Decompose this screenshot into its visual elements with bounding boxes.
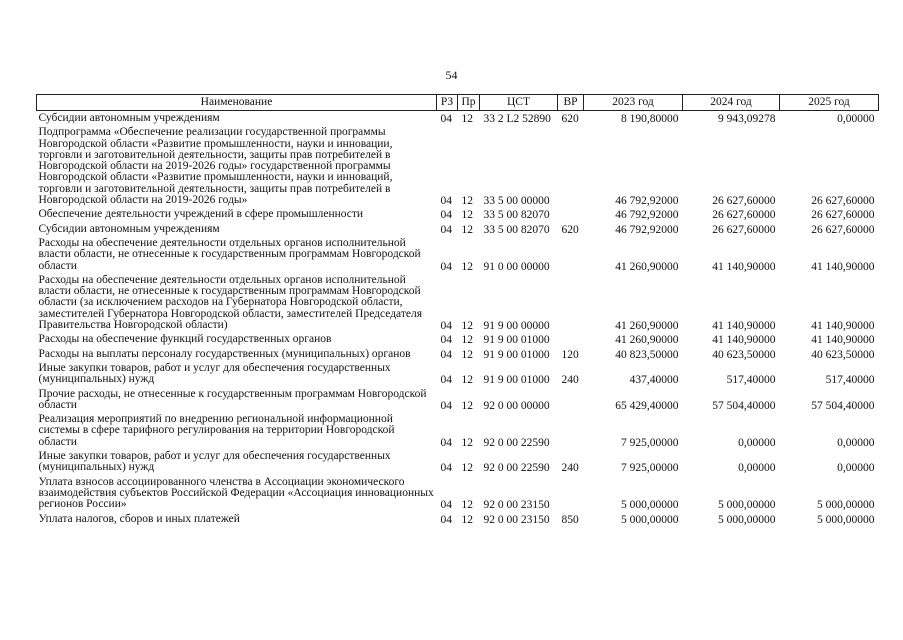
row-name: Субсидии автономным учреждениям bbox=[38, 222, 220, 235]
row-2023: 46 792,92000 bbox=[615, 195, 679, 208]
row-pr: 12 bbox=[461, 436, 473, 449]
row-2025: 40 623,50000 bbox=[811, 348, 875, 361]
row-2023: 46 792,92000 bbox=[615, 223, 679, 236]
row-vr: 240 bbox=[561, 462, 579, 475]
row-2023: 7 925,00000 bbox=[621, 462, 679, 475]
row-cst: 91 9 00 01000 bbox=[483, 334, 550, 347]
page-number: 54 bbox=[445, 68, 458, 82]
row-rz: 04 bbox=[440, 436, 452, 449]
row-cst: 91 9 00 00000 bbox=[483, 320, 550, 333]
row-2025: 26 627,60000 bbox=[811, 195, 875, 208]
table-body bbox=[37, 111, 879, 526]
row-2024: 0,00000 bbox=[738, 462, 776, 475]
header-2025: 2025 год bbox=[780, 95, 879, 111]
row-cst: 91 0 00 00000 bbox=[483, 260, 550, 273]
row-2023: 8 190,80000 bbox=[621, 113, 679, 125]
row-2023: 40 823,50000 bbox=[615, 348, 679, 361]
row-rz: 04 bbox=[440, 320, 452, 333]
row-pr: 12 bbox=[461, 462, 473, 475]
row-vr bbox=[558, 273, 584, 332]
row-cst: 92 0 00 23150 bbox=[483, 513, 550, 526]
row-2025: 517,40000 bbox=[825, 374, 875, 387]
row-pr: 12 bbox=[461, 195, 473, 208]
row-cst: 92 0 00 00000 bbox=[483, 399, 550, 412]
table-row bbox=[37, 361, 879, 387]
table-row bbox=[37, 125, 879, 207]
row-pr: 12 bbox=[461, 334, 473, 347]
row-2023: 41 260,90000 bbox=[615, 320, 679, 333]
row-name: Реализация мероприятий по внедрению региональной информационной системы в сфере тарифного регулирования на территории Новгородской области bbox=[38, 413, 395, 448]
row-2025: 26 627,60000 bbox=[811, 209, 875, 222]
row-vr bbox=[558, 332, 584, 346]
header-cst: ЦСТ bbox=[480, 95, 558, 111]
row-name: Прочие расходы, не отнесенные к государственным программам Новгородской области bbox=[38, 387, 427, 411]
row-2024: 26 627,60000 bbox=[712, 223, 776, 236]
row-2024: 5 000,00000 bbox=[718, 499, 776, 512]
row-rz: 04 bbox=[440, 209, 452, 222]
row-vr bbox=[558, 125, 584, 207]
row-2025: 5 000,00000 bbox=[817, 513, 875, 526]
row-rz: 04 bbox=[440, 462, 452, 475]
row-vr: 120 bbox=[561, 348, 579, 361]
row-2025: 0,00000 bbox=[837, 436, 875, 449]
row-pr: 12 bbox=[461, 260, 473, 273]
table-row bbox=[37, 387, 879, 413]
row-2023: 7 925,00000 bbox=[621, 436, 679, 449]
row-name: Расходы на выплаты персоналу государственных (муниципальных) органов bbox=[38, 347, 411, 360]
row-vr bbox=[558, 475, 584, 512]
row-2024: 9 943,09278 bbox=[718, 113, 776, 125]
row-2023: 41 260,90000 bbox=[615, 334, 679, 347]
row-rz: 04 bbox=[440, 195, 452, 208]
header-vr: ВР bbox=[558, 95, 584, 111]
header-rz: РЗ bbox=[437, 95, 458, 111]
row-2024: 0,00000 bbox=[738, 436, 776, 449]
row-2023: 5 000,00000 bbox=[621, 513, 679, 526]
table-row bbox=[37, 412, 879, 449]
row-name: Расходы на обеспечение функций государственных органов bbox=[38, 333, 332, 346]
row-vr bbox=[558, 236, 584, 273]
table-row bbox=[37, 273, 879, 332]
table-row bbox=[37, 332, 879, 346]
row-2024: 41 140,90000 bbox=[712, 260, 776, 273]
table-row bbox=[37, 222, 879, 236]
row-rz: 04 bbox=[440, 260, 452, 273]
row-2025: 41 140,90000 bbox=[811, 334, 875, 347]
row-name: Обеспечение деятельности учреждений в сфере промышленности bbox=[38, 208, 364, 221]
row-pr: 12 bbox=[461, 499, 473, 512]
header-2023: 2023 год bbox=[584, 95, 683, 111]
row-2023: 41 260,90000 bbox=[615, 260, 679, 273]
row-vr: 850 bbox=[561, 513, 579, 526]
row-pr: 12 bbox=[461, 209, 473, 222]
budget-table bbox=[36, 94, 879, 526]
row-2025: 0,00000 bbox=[837, 462, 875, 475]
row-name: Иные закупки товаров, работ и услуг для обеспечения государственных (муниципальных) нужд bbox=[38, 450, 391, 474]
row-rz: 04 bbox=[440, 499, 452, 512]
header-2024: 2024 год bbox=[683, 95, 780, 111]
row-pr: 12 bbox=[461, 374, 473, 387]
row-2023: 437,40000 bbox=[629, 374, 679, 387]
row-rz: 04 bbox=[440, 374, 452, 387]
row-cst: 33 5 00 82070 bbox=[483, 223, 550, 236]
row-vr: 240 bbox=[561, 374, 579, 387]
row-2025: 5 000,00000 bbox=[817, 499, 875, 512]
row-cst: 92 0 00 23150 bbox=[483, 499, 550, 512]
row-2024: 41 140,90000 bbox=[712, 334, 776, 347]
row-name: Расходы на обеспечение деятельности отдельных органов исполнительной власти области, не отнесенные к государственным программам Новгородской области (за исключением расходов на Губернатора Новгородской области, заместителей Губернатора Новгородской области, заместителей Председателя Правительства Новгородской области) bbox=[38, 273, 423, 332]
row-name: Субсидии автономным учреждениям bbox=[38, 112, 220, 124]
row-rz: 04 bbox=[440, 223, 452, 236]
row-2025: 41 140,90000 bbox=[811, 320, 875, 333]
table-row bbox=[37, 512, 879, 526]
row-rz: 04 bbox=[440, 348, 452, 361]
row-2024: 40 623,50000 bbox=[712, 348, 776, 361]
table-row bbox=[37, 236, 879, 273]
row-2024: 517,40000 bbox=[726, 374, 776, 387]
row-pr: 12 bbox=[461, 399, 473, 412]
row-cst: 92 0 00 22590 bbox=[483, 462, 550, 475]
row-2025: 41 140,90000 bbox=[811, 260, 875, 273]
row-vr: 620 bbox=[561, 223, 579, 236]
row-pr: 12 bbox=[461, 223, 473, 236]
row-rz: 04 bbox=[440, 334, 452, 347]
row-cst: 92 0 00 22590 bbox=[483, 436, 550, 449]
row-pr: 12 bbox=[461, 113, 473, 125]
table-row bbox=[37, 449, 879, 475]
row-vr bbox=[558, 412, 584, 449]
row-2025: 57 504,40000 bbox=[811, 399, 875, 412]
row-vr: 620 bbox=[561, 113, 579, 125]
header-pr: Пр bbox=[458, 95, 480, 111]
row-2024: 26 627,60000 bbox=[712, 195, 776, 208]
row-name: Подпрограмма «Обеспечение реализации государственной программы Новгородской области «Развитие промышленности, науки и инновации, торговли и заготовительной деятельности, защиты прав потребителей в Новгородской области на 2019-2026 годы» государственной программы Новгородской области «Развитие промышленности, науки и инноваций, торговли и заготовительной деятельности, защиты прав потребителей в Новгородской области на 2019-2026 годы» bbox=[38, 126, 393, 207]
row-name: Иные закупки товаров, работ и услуг для обеспечения государственных (муниципальных) нужд bbox=[38, 361, 391, 386]
header-name: Наименование bbox=[37, 95, 437, 111]
row-cst: 91 9 00 01000 bbox=[483, 374, 550, 387]
row-pr: 12 bbox=[461, 513, 473, 526]
row-cst: 91 9 00 01000 bbox=[483, 348, 550, 361]
row-cst: 33 2 L2 52890 bbox=[483, 113, 551, 125]
row-rz: 04 bbox=[440, 513, 452, 526]
row-2025: 26 627,60000 bbox=[811, 223, 875, 236]
row-2023: 65 429,40000 bbox=[615, 399, 679, 412]
table-row bbox=[37, 347, 879, 361]
row-vr bbox=[558, 387, 584, 413]
row-2024: 5 000,00000 bbox=[718, 513, 776, 526]
row-2023: 5 000,00000 bbox=[621, 499, 679, 512]
row-2024: 26 627,60000 bbox=[712, 209, 776, 222]
row-2024: 57 504,40000 bbox=[712, 399, 776, 412]
table-row bbox=[37, 207, 879, 221]
row-cst: 33 5 00 82070 bbox=[483, 209, 550, 222]
row-pr: 12 bbox=[461, 348, 473, 361]
row-cst: 33 5 00 00000 bbox=[483, 195, 550, 208]
row-vr bbox=[558, 207, 584, 221]
row-rz: 04 bbox=[440, 399, 452, 412]
row-2025: 0,00000 bbox=[837, 113, 875, 125]
header-row bbox=[37, 95, 879, 111]
row-2024: 41 140,90000 bbox=[712, 320, 776, 333]
row-pr: 12 bbox=[461, 320, 473, 333]
row-name: Уплата налогов, сборов и иных платежей bbox=[38, 512, 240, 525]
row-name: Уплата взносов ассоциированного членства в Ассоциации экономического взаимодействия субъектов Российской Федерации «Ассоциация инновационных регионов России» bbox=[38, 475, 434, 511]
row-rz: 04 bbox=[440, 113, 452, 125]
table-row bbox=[37, 475, 879, 512]
table-row bbox=[37, 111, 879, 126]
row-2023: 46 792,92000 bbox=[615, 209, 679, 222]
row-name: Расходы на обеспечение деятельности отдельных органов исполнительной власти области, не отнесенные к государственным программам Новгородской области bbox=[38, 236, 421, 272]
